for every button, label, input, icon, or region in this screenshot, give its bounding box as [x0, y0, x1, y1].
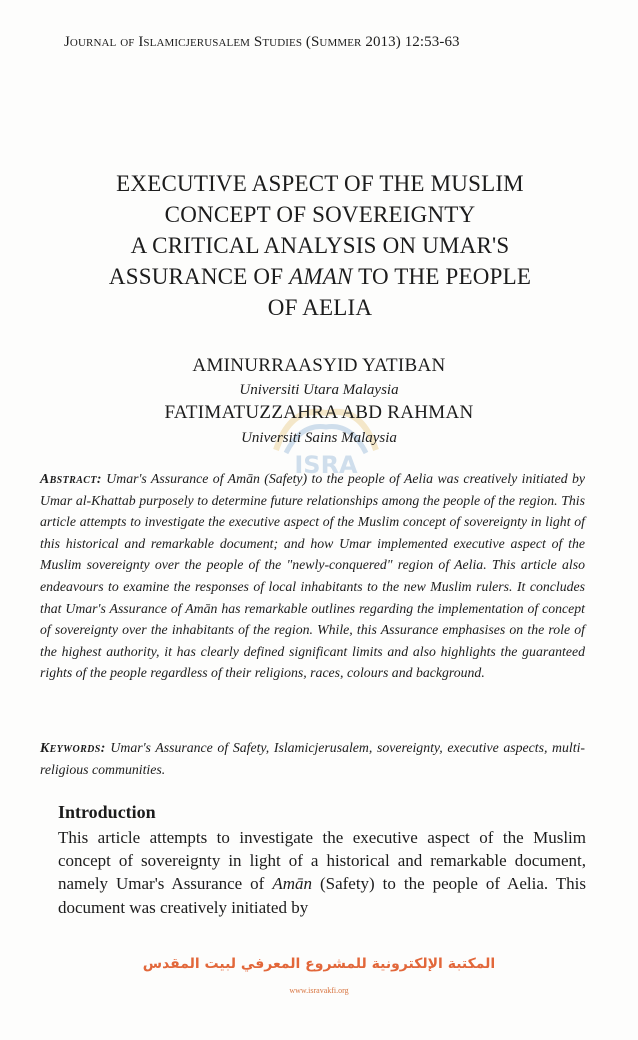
- author-name-1: AMINURRAASYID YATIBAN: [192, 355, 446, 376]
- keywords: [40, 737, 585, 780]
- author-affiliation-2: Universiti Sains Malaysia: [241, 430, 397, 446]
- footer-arabic-library-name: المكتبة الإلكترونية للمشروع المعرفي لبيت المقدس: [142, 956, 496, 972]
- title-line-5: OF AELIA: [267, 295, 373, 320]
- title-line-3: A CRITICAL ANALYSIS ON UMAR'S: [130, 233, 510, 258]
- abstract: [40, 468, 585, 684]
- title-line-4-suffix: TO THE PEOPLE: [352, 264, 532, 289]
- title-line-4: [40, 261, 600, 292]
- abstract-label: Abstract:: [40, 471, 102, 486]
- title-line-4-prefix: ASSURANCE OF: [108, 264, 290, 289]
- title-line-4-italic: AMAN: [289, 264, 353, 289]
- title-line-2: CONCEPT OF SOVEREIGNTY: [164, 202, 476, 227]
- footer-website-link[interactable]: www.isravakfi.org: [289, 986, 349, 995]
- article-title: [40, 168, 600, 323]
- keywords-label: Keywords:: [40, 740, 106, 755]
- abstract-text: Umar's Assurance of Amān (Safety) to the people of Aelia was creatively initiated by Umar al-Khattab purposely to determine future relationships among the people of the region. This article attempts to investigate the executive aspect of the Muslim concept of sovereignty in light of this historical and remarkable document; and how Umar implemented executive aspect of the Muslim sovereignty over the people of the "newly-conquered" region of Aelia. This article also endeavours to examine the responses of local inhabitants to the new Muslim rulers. It concludes that Umar's Assurance of Amān has remarkable outlines regarding the implementation of concept of sovereignty over the inhabitants of the region. While, this Assurance emphasises on the role of the highest authority, it has clearly defined significant limits and also highlights the guaranteed rights of the people regardless of their religions, races, colours and background.: [40, 471, 586, 681]
- intro-text-italic: Amān: [272, 874, 312, 894]
- title-line-1: EXECUTIVE ASPECT OF THE MUSLIM: [116, 171, 524, 196]
- section-heading-introduction: Introduction: [58, 802, 156, 822]
- author-affiliation-1: Universiti Utara Malaysia: [239, 382, 399, 398]
- intro-text-end: (Safety) to the people of Aelia. This document was creatively initiated by: [58, 874, 586, 917]
- keywords-text: Umar's Assurance of Safety, Islamicjerusalem, sovereignty, executive aspects, multi-religious communities.: [40, 740, 586, 777]
- author-name-2: FATIMATUZZAHRA ABD RAHMAN: [164, 402, 474, 423]
- running-header: Journal of Islamicjerusalem Studies (Summer 2013) 12:53-63: [64, 34, 460, 50]
- introduction-paragraph: [58, 826, 586, 919]
- watermark-text: ISRA: [294, 451, 358, 479]
- intro-text-start: This article attempts to investigate the executive aspect of the Muslim concept of sovereignty in light of a historical and remarkable document, namely Umar's Assurance of: [58, 828, 586, 894]
